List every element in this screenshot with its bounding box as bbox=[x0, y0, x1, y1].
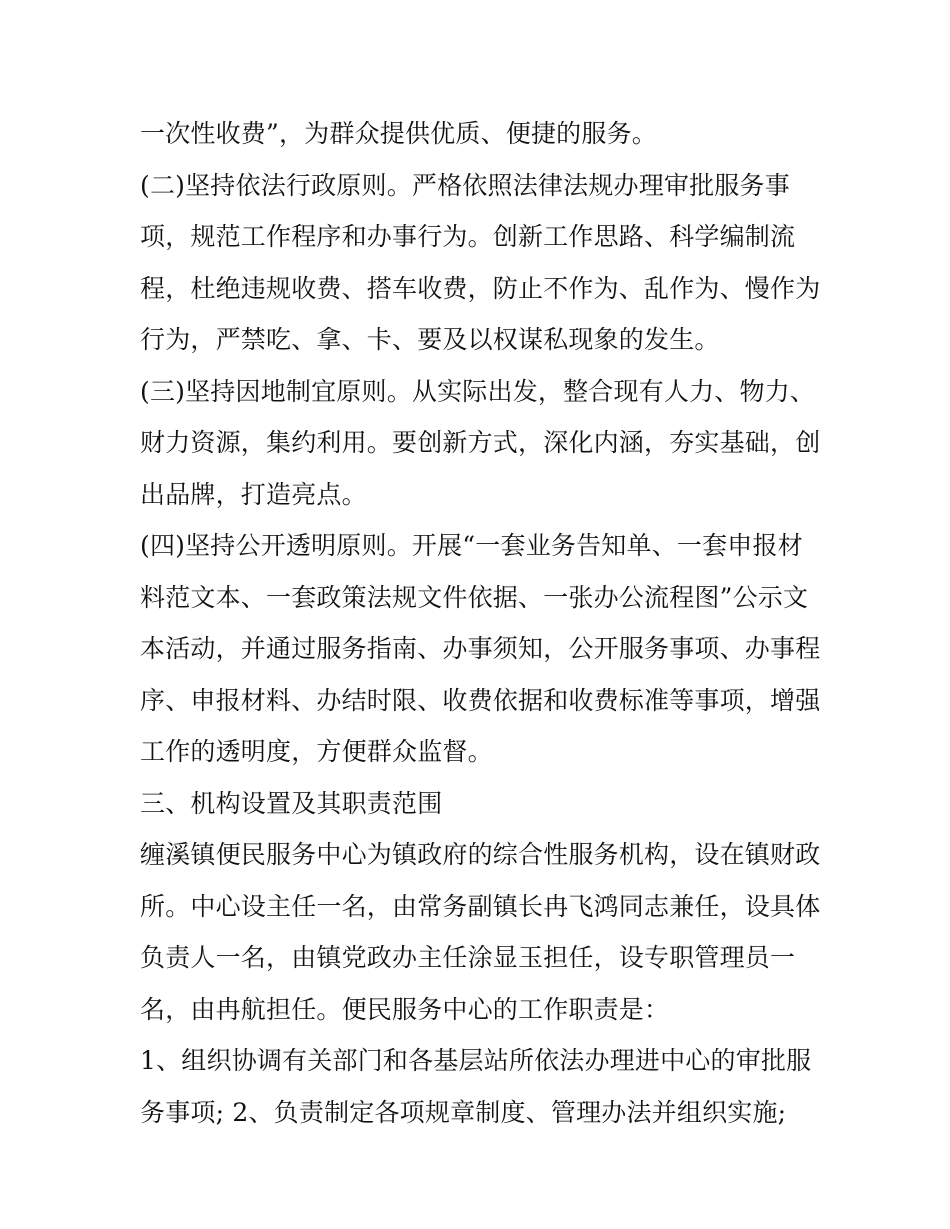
text-line-4: 程，杜绝违规收费、搭车收费，防止不作为、乱作为、慢作为 bbox=[140, 273, 821, 303]
text-line-10: 料范文本、一套政策法规文件依据、一张办公流程图”公示文 bbox=[140, 582, 809, 612]
text-line-8: 出品牌，打造亮点。 bbox=[140, 479, 367, 509]
text-line-6: (三)坚持因地制宜原则。从实际出发，整合现有人力、物力、 bbox=[140, 376, 816, 406]
text-line-7: 财力资源，集约利用。要创新方式，深化内涵，夯实基础，创 bbox=[140, 428, 821, 457]
section-heading: 三、机构设置及其职责范围 bbox=[140, 788, 443, 818]
document-body bbox=[140, 108, 820, 1138]
text-line-18: 名，由冉航担任。便民服务中心的工作职责是： bbox=[140, 994, 670, 1024]
text-line-1: 一次性收费”，为群众提供优质、便捷的服务。 bbox=[140, 119, 657, 148]
text-line-16: 所。中心设主任一名，由常务副镇长冉飞鸿同志兼任，设具体 bbox=[140, 891, 821, 921]
text-line-2: (二)坚持依法行政原则。严格依照法律法规办理审批服务事 bbox=[140, 170, 790, 200]
text-line-12: 序、申报材料、办结时限、收费依据和收费标准等事项，增强 bbox=[140, 685, 821, 715]
text-line-13: 工作的透明度，方便群众监督。 bbox=[140, 737, 493, 766]
text-line-9: (四)坚持公开透明原则。开展“一套业务告知单、一套申报材 bbox=[140, 531, 803, 560]
text-line-5: 行为，严禁吃、拿、卡、要及以权谋私现象的发生。 bbox=[140, 325, 720, 354]
text-line-20: 务事项; 2、负责制定各项规章制度、管理办法并组织实施; bbox=[140, 1097, 787, 1127]
text-line-19: 1、组织协调有关部门和各基层站所依法办理进中心的审批服 bbox=[140, 1046, 812, 1075]
text-line-17: 负责人一名，由镇党政办主任涂显玉担任，设专职管理员一 bbox=[140, 943, 796, 972]
text-line-3: 项，规范工作程序和办事行为。创新工作思路、科学编制流 bbox=[140, 222, 796, 251]
text-line-11: 本活动，并通过服务指南、办事须知，公开服务事项、办事程 bbox=[140, 634, 821, 663]
text-line-15: 缠溪镇便民服务中心为镇政府的综合性服务机构，设在镇财政 bbox=[140, 840, 821, 869]
